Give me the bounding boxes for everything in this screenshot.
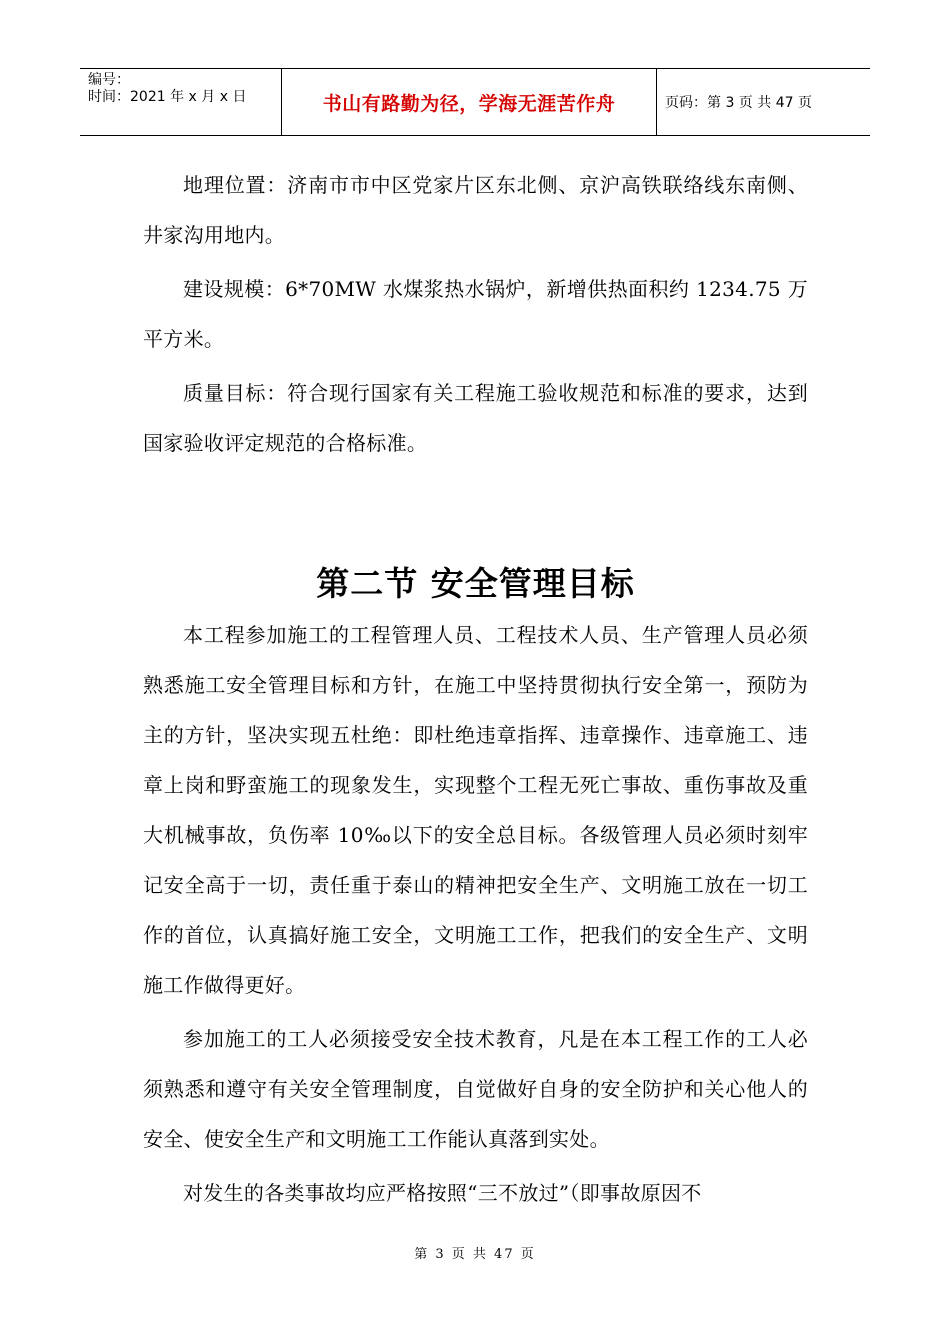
construction-scale-paragraph: 建设规模：6*70MW 水煤浆热水锅炉，新增供热面积约 1234.75 万平方米。 xyxy=(143,277,808,351)
header-motto-cell xyxy=(282,69,657,135)
section-title: 第二节 安全管理目标 xyxy=(316,564,635,603)
header-page-cell xyxy=(657,69,870,135)
header-meta-cell xyxy=(80,69,282,135)
quality-target-paragraph: 质量目标：符合现行国家有关工程施工验收规范和标准的要求，达到国家验收评定规范的合格标准。 xyxy=(143,381,808,455)
safety-paragraph: 本工程参加施工的工程管理人员、工程技术人员、生产管理人员必须熟悉施工安全管理目标和方针，在施工中坚持贯彻执行安全第一，预防为主的方针，坚决实现五杜绝：即杜绝违章指挥、违章操作、违章施工、违章上岗和野蛮施工的现象发生，实现整个工程无死亡事故、重伤事故及重大机械事故，负伤率 10‰以下的安全总目标。各级管理人员必须时刻牢记安全高于一切，责任重于泰山的精神把安全生产、文明施工放在一切工作的首位，认真搞好施工安全，文明施工工作，把我们的安全生产、文明施工作做得更好。 xyxy=(143,623,808,997)
accident-handling-paragraph: 对发生的各类事故均应严格按照“三不放过”（即事故原因不 xyxy=(183,1181,702,1205)
document-header xyxy=(80,68,870,136)
document-number-label: 编号： xyxy=(88,72,130,88)
page-footer: 第 3 页 共 47 页 xyxy=(414,1247,536,1262)
intro-section xyxy=(143,160,808,472)
header-motto: 书山有路勤为径，学海无涯苦作舟 xyxy=(322,92,616,115)
document-date: 时间：2021 年 x 月 x 日 xyxy=(88,89,247,105)
worker-education-paragraph: 参加施工的工人必须接受安全技术教育，凡是在本工程工作的工人必须熟悉和遵守有关安全管理制度，自觉做好自身的安全防护和关心他人的安全、使安全生产和文明施工工作能认真落到实处。 xyxy=(143,1027,808,1151)
header-page-info: 页码：第 3 页 共 47 页 xyxy=(665,95,812,111)
geo-location-paragraph: 地理位置：济南市市中区党家片区东北侧、京沪高铁联络线东南侧、井家沟用地内。 xyxy=(143,173,808,247)
safety-section-body xyxy=(143,610,808,1222)
